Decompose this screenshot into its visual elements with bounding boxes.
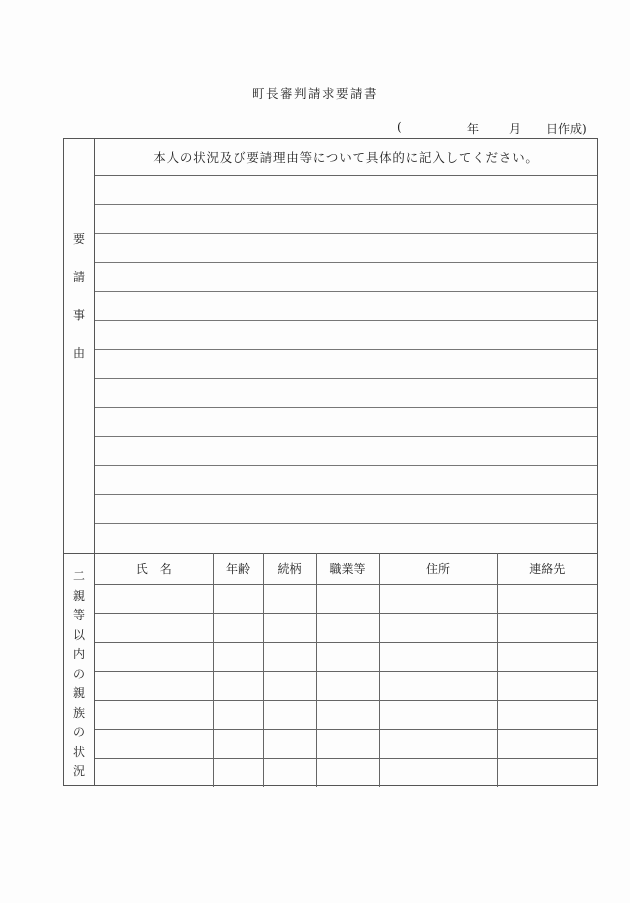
table-cell[interactable] <box>316 643 379 672</box>
table-cell[interactable] <box>316 672 379 701</box>
table-cell[interactable] <box>497 614 597 643</box>
date-day-created-label: 日作成) <box>546 122 587 136</box>
table-cell[interactable] <box>379 730 497 759</box>
table-row <box>95 643 597 672</box>
table-cell[interactable] <box>263 730 316 759</box>
reason-write-line[interactable] <box>95 495 597 524</box>
table-cell[interactable] <box>316 614 379 643</box>
table-cell[interactable] <box>95 759 213 788</box>
table-row <box>95 759 597 788</box>
table-cell[interactable] <box>379 614 497 643</box>
reason-side-char: 由 <box>72 346 85 360</box>
table-row <box>95 614 597 643</box>
table-cell[interactable] <box>379 585 497 614</box>
relatives-side-char: 親 <box>72 588 85 603</box>
table-cell[interactable] <box>213 614 263 643</box>
reason-write-line[interactable] <box>95 408 597 437</box>
relatives-side-char: 以 <box>72 627 85 642</box>
table-cell[interactable] <box>213 759 263 788</box>
date-month-label: 月 <box>509 122 522 136</box>
reason-write-line[interactable] <box>95 263 597 292</box>
date-open-paren: ( <box>397 120 402 134</box>
table-row <box>95 672 597 701</box>
table-cell[interactable] <box>497 701 597 730</box>
table-cell[interactable] <box>379 643 497 672</box>
reason-write-line[interactable] <box>95 234 597 263</box>
reason-write-line[interactable] <box>95 524 597 553</box>
table-cell[interactable] <box>379 701 497 730</box>
column-header: 年齢 <box>213 553 263 585</box>
reason-instruction: 本人の状況及び要請理由等について具体的に記入してください。 <box>95 139 597 176</box>
table-cell[interactable] <box>497 585 597 614</box>
date-year-label: 年 <box>467 122 480 136</box>
table-cell[interactable] <box>95 701 213 730</box>
document-title: 町長審判請求要請書 <box>251 86 378 101</box>
column-header: 氏 名 <box>95 553 213 585</box>
table-cell[interactable] <box>379 672 497 701</box>
table-cell[interactable] <box>497 643 597 672</box>
reason-write-line[interactable] <box>95 205 597 234</box>
reason-body <box>95 139 597 553</box>
relatives-side-char: 等 <box>72 608 85 622</box>
table-cell[interactable] <box>497 759 597 788</box>
relatives-section <box>64 553 597 785</box>
table-row <box>95 585 597 614</box>
creation-date-line <box>397 120 597 136</box>
relatives-side-char: 親 <box>72 686 85 700</box>
relatives-side-label <box>64 553 95 785</box>
table-cell[interactable] <box>213 672 263 701</box>
table-cell[interactable] <box>213 701 263 730</box>
reason-side-char: 事 <box>72 308 85 322</box>
table-cell[interactable] <box>263 672 316 701</box>
reason-write-line[interactable] <box>95 437 597 466</box>
request-form <box>63 138 598 786</box>
reason-write-line[interactable] <box>95 379 597 408</box>
table-cell[interactable] <box>263 701 316 730</box>
relatives-side-char: の <box>72 725 85 739</box>
table-cell[interactable] <box>213 643 263 672</box>
table-cell[interactable] <box>316 759 379 788</box>
relatives-side-char: 内 <box>72 647 85 661</box>
relatives-table-header <box>95 553 597 585</box>
column-header: 住所 <box>379 553 497 585</box>
column-header: 連絡先 <box>497 553 597 585</box>
table-cell[interactable] <box>95 643 213 672</box>
table-cell[interactable] <box>213 585 263 614</box>
reason-section <box>64 139 597 554</box>
column-header: 職業等 <box>316 553 379 585</box>
relatives-side-char: 二 <box>72 569 85 583</box>
table-cell[interactable] <box>263 614 316 643</box>
reason-write-line[interactable] <box>95 466 597 495</box>
table-cell[interactable] <box>213 730 263 759</box>
table-cell[interactable] <box>95 672 213 701</box>
table-cell[interactable] <box>263 759 316 788</box>
table-row <box>95 701 597 730</box>
reason-write-line[interactable] <box>95 350 597 379</box>
table-cell[interactable] <box>95 730 213 759</box>
reason-side-char: 請 <box>72 270 85 284</box>
relatives-side-char: 状 <box>72 744 85 759</box>
reason-side-label <box>64 139 95 553</box>
reason-write-line[interactable] <box>95 292 597 321</box>
reason-write-line[interactable] <box>95 176 597 205</box>
reason-side-char: 要 <box>72 232 85 246</box>
table-cell[interactable] <box>497 672 597 701</box>
table-cell[interactable] <box>316 730 379 759</box>
table-cell[interactable] <box>316 585 379 614</box>
table-cell[interactable] <box>379 759 497 788</box>
relatives-side-char: 族 <box>72 705 85 720</box>
table-cell[interactable] <box>263 585 316 614</box>
relatives-table <box>95 553 597 787</box>
relatives-side-char: 況 <box>72 764 85 778</box>
table-cell[interactable] <box>263 643 316 672</box>
table-cell[interactable] <box>95 614 213 643</box>
table-cell[interactable] <box>95 585 213 614</box>
table-cell[interactable] <box>316 701 379 730</box>
reason-write-line[interactable] <box>95 321 597 350</box>
relatives-side-char: の <box>72 666 85 681</box>
table-cell[interactable] <box>497 730 597 759</box>
column-header: 続柄 <box>263 553 316 585</box>
table-row <box>95 730 597 759</box>
